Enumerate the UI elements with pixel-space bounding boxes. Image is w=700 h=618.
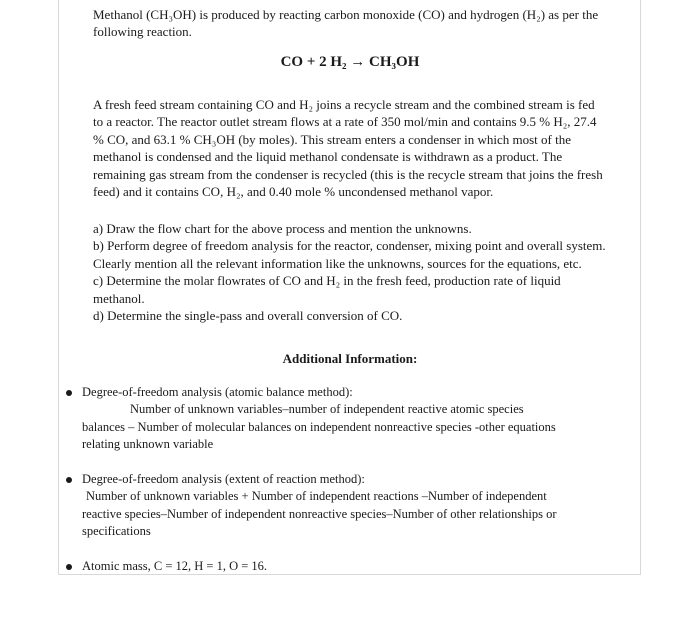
question-d: d) Determine the single-pass and overall conversion of CO.: [93, 308, 403, 324]
paragraph-line: methanol is condensed and the liquid methanol condensate is withdrawn as a product. The: [93, 149, 563, 165]
bullet-line: balances – Number of molecular balances on independent nonreactive species -other equations: [82, 419, 556, 434]
bullet-atomic-balance: [82, 384, 592, 454]
question-list: [93, 220, 611, 324]
bullet-line: relating unknown variable: [82, 437, 214, 452]
bullet-dot-icon: [66, 477, 72, 483]
bullet-line: specifications: [82, 524, 151, 539]
reaction-equation: CO + 2 H₂ → CH₃OH: [280, 54, 420, 70]
intro-line: Methanol (CH₃OH) is produced by reacting carbon monoxide (CO) and hydrogen (H₂) as per the: [93, 7, 599, 22]
bullet-dot-icon: [66, 564, 72, 570]
question-b-cont: Clearly mention all the relevant information like the unknowns, sources for the equations, etc.: [93, 255, 582, 271]
intro-line: following reaction.: [93, 24, 192, 40]
bullet-line: Degree-of-freedom analysis (extent of reaction method):: [82, 472, 365, 486]
paragraph-line: to a reactor. The reactor outlet stream flows at a rate of 350 mol/min and contains 9.5 % H₂, 27.4: [93, 114, 597, 130]
question-a: a) Draw the flow chart for the above process and mention the unknowns.: [93, 221, 472, 236]
paragraph-line: feed) and it contains CO, H₂, and 0.40 mole % uncondensed methanol vapor.: [93, 184, 494, 200]
bullet-line: Degree-of-freedom analysis (atomic balance method):: [82, 385, 353, 399]
question-b: b) Perform degree of freedom analysis for the reactor, condenser, mixing point and overall system.: [93, 238, 606, 254]
intro-text: [93, 6, 613, 41]
question-c-cont: methanol.: [93, 290, 145, 306]
paragraph-line: A fresh feed stream containing CO and H₂ joins a recycle stream and the combined stream is fed: [93, 97, 595, 112]
bullet-line: Number of unknown variables + Number of independent reactions –Number of independent: [86, 489, 547, 504]
bullet-extent-of-reaction: [82, 471, 592, 541]
problem-paragraph: [93, 96, 611, 200]
bullet-line: Atomic mass, C = 12, H = 1, O = 16.: [82, 559, 268, 573]
page-border-left: [58, 0, 59, 574]
bullet-dot-icon: [66, 390, 72, 396]
question-c: c) Determine the molar flowrates of CO and H₂ in the fresh feed, production rate of liquid: [93, 273, 561, 289]
bullet-atomic-mass: [82, 558, 592, 575]
bullet-line: Number of unknown variables–number of independent reactive atomic species: [130, 402, 524, 417]
additional-info-heading: Additional Information:: [282, 351, 418, 366]
page-border-right: [640, 0, 641, 574]
paragraph-line: remaining gas stream from the condenser is recycled (this is the recycle stream that joins the fresh: [93, 166, 603, 182]
bullet-line: reactive species–Number of independent nonreactive species–Number of other relationships or: [82, 506, 557, 521]
paragraph-line: % CO, and 63.1 % CH₃OH (by moles). This stream enters a condenser in which most of the: [93, 131, 571, 147]
